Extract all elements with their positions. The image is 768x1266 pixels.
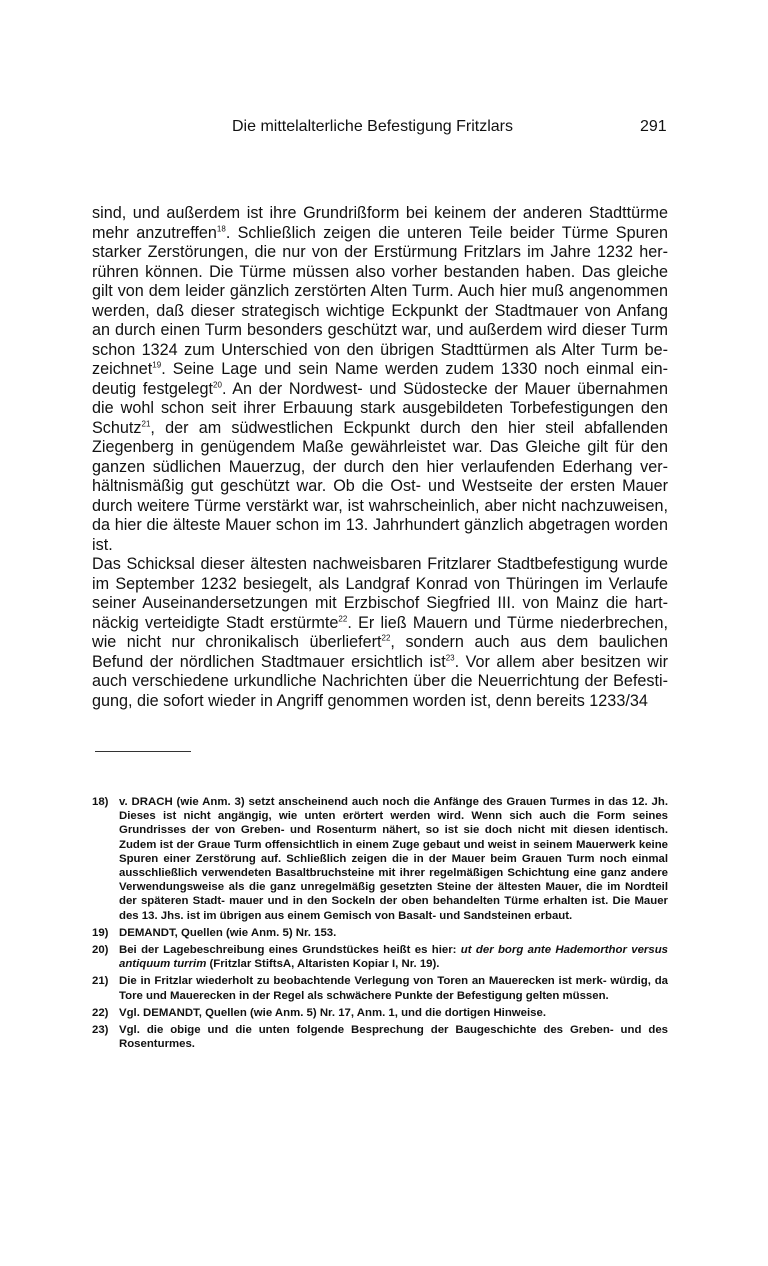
footnote-ref: 19 — [152, 360, 162, 370]
text-run: . Er ließ Mauern und Türme niederbrechen, wie nicht nur chronikalisch überliefert — [92, 613, 668, 651]
footnote-number: 22) — [92, 1006, 109, 1019]
text-run: sind, und außerdem ist ihre Grundrißform bei keinem der anderen Stadttürme mehr anzutreffen — [92, 204, 668, 242]
text-run: . Schließlich zeigen die unteren Teile beider Türme Spuren starker Zerstörungen, die nur von der Erstürmung Fritzlars im Jahre 1232 her- rühren können. Die Türme müssen also vorher bestanden haben. Das gleiche gilt von dem leider gänzlich zerstörten Alten Turm. Auch hier muß angenommen werden, daß dieser strategisch wichtige Eckpunkt der Stadtmauer von Anfang an durch einen Turm besonders geschützt war, und außerdem wird dieser Turm schon 1324 zum Unterschied von den übrigen Stadttürmen als Alter Turm be- zeichnet — [92, 223, 668, 378]
footnote — [92, 795, 668, 923]
text-run: Vgl. die obige und die unten folgende Besprechung der Baugeschichte des Greben- und des Rosenturmes. — [119, 1024, 668, 1051]
footnote-number: 18) — [92, 796, 109, 808]
footnote-number: 21) — [92, 975, 109, 988]
footnote-ref: 18 — [216, 224, 226, 234]
footnote-text — [119, 943, 668, 971]
body-paragraph — [92, 555, 668, 711]
page-number: 291 — [640, 118, 667, 135]
text-run: . An der Nordwest- und Südostecke der Mauer übernahmen die wohl schon seit ihrer Erbauung stark ausgebildeten Torbefestigungen den Schutz — [92, 379, 668, 437]
text-run: Vgl. DEMANDT, Quellen (wie Anm. 5) Nr. 17, Anm. 1, und die dortigen Hinweise. — [119, 1006, 546, 1019]
running-header — [0, 118, 768, 142]
footnote-number: 20) — [92, 944, 109, 957]
footnote-number: 19) — [92, 926, 109, 939]
footnote-text — [119, 1006, 668, 1020]
text-run: Bei der Lagebeschreibung eines Grundstückes heißt es hier: — [119, 944, 461, 957]
text-run: Das Schicksal dieser ältesten nachweisbaren Fritzlarer Stadtbefestigung wurde im September 1232 besiegelt, als Landgraf Konrad von Thüringen im Verlaufe seiner Auseinandersetzungen mit Erzbischof Siegfried III. von Mainz die hart- näckig verteidigte Stadt erstürmte — [92, 555, 668, 632]
footnote-text — [119, 795, 668, 923]
footnotes — [92, 795, 668, 1054]
footnote-ref: 20 — [213, 380, 222, 390]
footnote-separator — [95, 751, 191, 752]
text-run: v. DRACH (wie Anm. 3) setzt anscheinend auch noch die Anfänge des Grauen Turmes in das 12. Jh. Dieses ist nicht angängig, wie unten erörtert werden wird. Wenn sich auch die Form seines Grundrisses der von Greben- und Rosenturm nähert, so ist sie doch nicht mit diesen identisch. Zudem ist der Graue Turm offensichtlich in einem Zuge gebaut und weist in seinem Mauerwerk keine Spuren einer Zerstörung auf. Schließlich zeigen die in der Mauer beim Grauen Turm noch einmal ausschließlich verwendeten Basaltbruchsteine mit ihrer regelmäßigen Schichtung eine ganz andere Verwendungsweise als die ganz unregelmäßig gesetzten Steine der ältesten Mauer, die im Nordteil der späteren Stadt- mauer und in den Sockeln der oben behandelten Türme erhalten ist. Die Mauer des 13. Jhs. ist im übrigen aus einem Gemisch von Basalt- und Sandsteinen erbaut. — [119, 796, 668, 922]
footnote-number: 23) — [92, 1024, 109, 1037]
footnote — [92, 974, 668, 1002]
footnote — [92, 943, 668, 971]
text-run: . Seine Lage und sein Name werden zudem 1330 noch einmal ein- deutig festgelegt — [92, 360, 668, 398]
text-run: , sondern auch aus dem baulichen Befund der nördlichen Stadtmauer ersichtlich ist — [92, 633, 669, 671]
italic-quote: ut der borg ante Hademorthor versus antiquum turrim — [119, 944, 668, 971]
footnote-ref: 22 — [381, 633, 391, 643]
footnote-ref: 22 — [338, 614, 348, 624]
text-run: Die in Fritzlar wiederholt zu beobachtende Verlegung von Toren an Mauerecken ist merk- würdig, da Tore und Mauerecken in der Regel als schwächere Punkte der Befestigung gelten müssen. — [119, 975, 668, 1002]
text-run: . Vor allem aber besitzen wir auch verschiedene urkundliche Nachrichten über die Neuerrichtung der Befesti- gung, die sofort wieder in Angriff genommen worden ist, denn bereits 1233/34 — [92, 652, 668, 710]
running-title: Die mittelalterliche Befestigung Fritzlars — [232, 118, 513, 135]
footnote-ref: 23 — [445, 653, 455, 663]
footnote — [92, 1006, 668, 1020]
footnote — [92, 926, 668, 940]
text-run: , der am südwestlichen Eckpunkt durch den hier steil abfallenden Ziegenberg in genügendem Maße gewährleistet war. Das Gleiche gilt für den ganzen südlichen Mauerzug, der durch den hier verlaufenden Ederhang ver- hältnismäßig gut geschützt war. Ob die Ost- und Westseite der ersten Mauer durch weitere Türme verstärkt war, ist wahrscheinlich, aber nicht nachzuweisen, da hier die älteste Mauer schon im 13. Jahrhundert gänzlich abgetragen worden ist. — [92, 418, 668, 554]
text-run: DEMANDT, Quellen (wie Anm. 5) Nr. 153. — [119, 926, 337, 939]
footnote-text — [119, 926, 668, 940]
body-paragraph — [92, 204, 668, 555]
footnote-ref: 21 — [141, 419, 151, 429]
footnote — [92, 1023, 668, 1051]
footnote-text — [119, 974, 668, 1002]
footnote-text — [119, 1023, 668, 1051]
text-run: (Fritzlar StiftsA, Altaristen Kopiar I, Nr. 19). — [206, 958, 440, 971]
main-text — [92, 204, 668, 711]
